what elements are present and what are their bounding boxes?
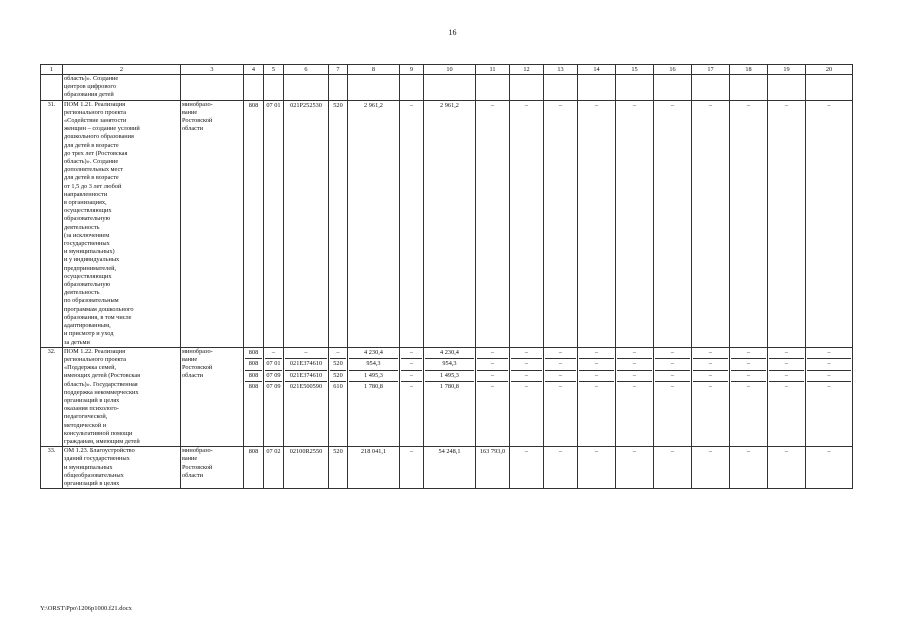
name-line: «Содействие занятости [64, 117, 127, 125]
cell-value: – [594, 448, 599, 456]
cell-value: – [579, 359, 614, 371]
cell-value: 021E500590 [289, 383, 323, 391]
cell-value: – [511, 359, 542, 371]
cell-value: – [655, 348, 690, 360]
name-line: образовательную [64, 281, 111, 289]
value-cell [654, 347, 692, 446]
cell-value: 520 [330, 371, 346, 383]
value-cell [348, 347, 400, 446]
cell-value: – [511, 348, 542, 360]
cell-value: – [655, 371, 690, 383]
value-cell [424, 347, 476, 446]
name-line: для детей в возрасте [64, 174, 119, 182]
name-line: образования детей [64, 91, 114, 99]
budget-table [40, 64, 853, 489]
name-line: зданий государственных [64, 455, 130, 463]
cell-value: – [330, 348, 346, 360]
cell-value: – [524, 448, 529, 456]
name-line: и присмотр и уход [64, 330, 114, 338]
name-line: консультативной помощи [64, 429, 133, 437]
name-line: область)». Государственная [64, 380, 138, 388]
column-header: 18 [730, 65, 768, 75]
name-line: ОМ 1.23. Благоустройство [64, 447, 135, 455]
cell-value: 954,3 [425, 359, 474, 371]
cell-value: – [731, 371, 766, 383]
cell-value: – [477, 348, 508, 360]
value-cell [578, 447, 616, 489]
cell-value: – [558, 448, 563, 456]
name-line: область)». Создание [64, 75, 119, 82]
cell-value: 163 793,0 [479, 448, 506, 456]
executor-line: Ростовской [182, 463, 213, 471]
name-line: от 1,5 до 3 лет любой [64, 182, 122, 190]
column-header: 3 [181, 65, 244, 75]
cell-value: 808 [248, 383, 259, 391]
executor-line: Ростовской [182, 364, 213, 372]
value-cell [264, 100, 284, 347]
value-cell [329, 100, 348, 347]
cell-value: 808 [245, 371, 262, 383]
executor [181, 347, 244, 446]
cell-value: 610 [333, 383, 343, 391]
table-body [41, 65, 853, 489]
cell-value: 520 [333, 101, 343, 109]
column-header: 9 [400, 65, 424, 75]
measure-name [63, 447, 181, 489]
cell-value: – [746, 383, 751, 391]
value-cell [730, 447, 768, 489]
table-row-continued [41, 75, 853, 101]
cell-value: 07 02 [266, 448, 281, 456]
name-line: осуществляющих [64, 272, 112, 280]
cell-value: – [670, 101, 675, 109]
name-line: имеющих детей (Ростовская [64, 372, 141, 380]
name-line: адаптированным, [64, 322, 111, 330]
name-line: дополнительных мест [64, 166, 124, 174]
cell-value: 2 961,2 [440, 101, 459, 109]
cell-value: – [558, 383, 563, 391]
name-line: в организациях, [64, 199, 107, 207]
column-header: 20 [806, 65, 853, 75]
cell-value: – [265, 348, 282, 360]
cell-value: 2 961,2 [364, 101, 383, 109]
name-line: регионального проекта [64, 355, 127, 363]
cell-value: – [693, 371, 728, 383]
cell-value: – [524, 101, 529, 109]
value-cell [400, 100, 424, 347]
name-line: регионального проекта [64, 108, 127, 116]
cell-value: 1 780,8 [364, 383, 383, 391]
cell-value: – [401, 348, 422, 360]
header-row [41, 65, 853, 75]
cell-value: – [827, 101, 831, 109]
cell-value: – [409, 101, 414, 109]
name-line: предпринимателей, [64, 264, 117, 272]
column-header: 6 [284, 65, 329, 75]
executor [181, 100, 244, 347]
value-cell [730, 100, 768, 347]
column-header: 7 [329, 65, 348, 75]
name-line: гражданам, имеющим детей [64, 437, 140, 445]
row-number: 31. [41, 100, 63, 347]
table-row [41, 100, 853, 347]
cell-value: – [579, 371, 614, 383]
executor-line: вание [182, 355, 198, 363]
value-cell [616, 447, 654, 489]
value-cell [806, 100, 853, 347]
cell-value: – [409, 448, 414, 456]
value-cell [768, 100, 806, 347]
cell-value: – [401, 359, 422, 371]
cell-value: – [632, 383, 637, 391]
value-cell [244, 447, 264, 489]
column-header: 19 [768, 65, 806, 75]
name-line: ПОМ 1.22. Реализация [64, 347, 126, 355]
column-header: 10 [424, 65, 476, 75]
cell-value: – [477, 359, 508, 371]
name-line: женщин – создание условий [64, 125, 140, 133]
measure-name [63, 75, 181, 101]
executor-line: области [182, 471, 204, 479]
cell-value: – [594, 383, 599, 391]
column-header: 13 [544, 65, 578, 75]
cell-value: – [784, 448, 789, 456]
table-row [41, 347, 853, 446]
row-number: 32. [41, 347, 63, 446]
value-cell [806, 447, 853, 489]
cell-value: – [746, 448, 751, 456]
cell-value: 54 248,1 [438, 448, 461, 456]
cell-value: – [827, 383, 831, 391]
cell-value: 4 230,4 [349, 348, 398, 360]
name-line: программам дошкольного [64, 305, 134, 313]
executor-line: минобразо- [182, 100, 213, 108]
name-line: и муниципальных) [64, 248, 115, 256]
value-cell [510, 100, 544, 347]
cell-value: 07 01 [266, 101, 281, 109]
name-line: центров цифрового [64, 83, 116, 91]
cell-value: 02100R2550 [289, 448, 323, 456]
value-cell [476, 447, 510, 489]
name-line: до трех лет (Ростовская [64, 149, 128, 157]
value-cell [284, 347, 329, 446]
cell-value: – [401, 371, 422, 383]
cell-value: 021P252530 [290, 101, 322, 109]
name-line: образования, в том числе [64, 313, 132, 321]
table-row [41, 447, 853, 489]
cell-value: 808 [245, 348, 262, 360]
value-cell [284, 447, 329, 489]
cell-value: – [285, 348, 327, 360]
name-line: дошкольного образования [64, 133, 134, 141]
cell-value: 07 09 [266, 383, 281, 391]
name-line: направленности [64, 190, 108, 198]
column-header: 5 [264, 65, 284, 75]
cell-value: – [670, 383, 675, 391]
cell-value: 07 09 [265, 371, 282, 383]
name-line: образовательную [64, 215, 111, 223]
name-line: ПОМ 1.21. Реализация [64, 100, 126, 108]
value-cell [616, 347, 654, 446]
cell-value: – [632, 448, 637, 456]
value-cell [244, 100, 264, 347]
name-line: педагогической, [64, 413, 108, 421]
name-line: оказания психолого- [64, 405, 119, 413]
cell-value: – [708, 101, 713, 109]
cell-value: – [746, 101, 751, 109]
value-cell [692, 100, 730, 347]
measure-name [63, 100, 181, 347]
cell-value: – [545, 348, 576, 360]
executor-line: области [182, 125, 204, 133]
value-cell [476, 100, 510, 347]
name-line: общеобразовательных [64, 471, 124, 479]
name-line: методической и [64, 421, 107, 429]
cell-value: 954,3 [349, 359, 398, 371]
executor-line: области [182, 372, 204, 380]
row-number: 33. [41, 447, 63, 489]
column-header: 1 [41, 65, 63, 75]
cell-value: 1 495,3 [349, 371, 398, 383]
cell-value: – [693, 348, 728, 360]
cell-value: – [558, 101, 563, 109]
name-line: поддержка некоммерческих [64, 388, 139, 396]
cell-value: 1 780,8 [440, 383, 459, 391]
cell-value: – [477, 371, 508, 383]
value-cell [692, 447, 730, 489]
cell-value: – [632, 101, 637, 109]
name-line: организаций в целях [64, 396, 120, 404]
cell-value: – [545, 371, 576, 383]
value-cell [424, 100, 476, 347]
cell-value: – [769, 371, 804, 383]
value-cell [510, 347, 544, 446]
value-cell [730, 347, 768, 446]
value-cell [476, 347, 510, 446]
value-cell [768, 447, 806, 489]
cell-value: – [784, 383, 789, 391]
executor-line: минобразо- [182, 347, 213, 355]
cell-value: – [617, 371, 652, 383]
cell-value: – [409, 383, 414, 391]
value-cell [578, 347, 616, 446]
cell-value: – [490, 383, 495, 391]
executor [181, 447, 244, 489]
cell-value: 808 [248, 101, 259, 109]
value-cell [654, 447, 692, 489]
executor-line: минобразо- [182, 447, 213, 455]
cell-value: – [594, 101, 599, 109]
value-cell [329, 447, 348, 489]
footer-file-path: Y:\ORST\Ppo\1206p1000.f21.docx [40, 605, 132, 612]
cell-value: – [708, 383, 713, 391]
value-cell [544, 447, 578, 489]
name-line: область)». Создание [64, 158, 119, 166]
name-line: «Поддержка семей, [64, 364, 117, 372]
cell-value: – [807, 371, 851, 383]
cell-value: – [731, 359, 766, 371]
value-cell [329, 347, 348, 446]
column-header: 15 [616, 65, 654, 75]
cell-value: – [769, 348, 804, 360]
value-cell [264, 347, 284, 446]
name-line: и муниципальных [64, 463, 113, 471]
executor-line: Ростовской [182, 117, 213, 125]
value-cell [616, 100, 654, 347]
value-cell [692, 347, 730, 446]
value-cell [424, 447, 476, 489]
cell-value: – [579, 348, 614, 360]
cell-value: 808 [248, 448, 259, 456]
value-cell [244, 347, 264, 446]
executor-line: вание [182, 108, 198, 116]
cell-value: 021E374610 [285, 371, 327, 383]
name-line: и у индивидуальных [64, 256, 120, 264]
column-header: 4 [244, 65, 264, 75]
measure-name [63, 347, 181, 446]
name-line: деятельность [64, 223, 100, 231]
cell-value: – [655, 359, 690, 371]
column-header: 17 [692, 65, 730, 75]
value-cell [768, 347, 806, 446]
value-cell [284, 100, 329, 347]
cell-value: – [490, 101, 495, 109]
value-cell [264, 447, 284, 489]
cell-value: 021E374610 [285, 359, 327, 371]
value-cell [348, 100, 400, 347]
cell-value: – [617, 348, 652, 360]
cell-value: 07 01 [265, 359, 282, 371]
value-cell [654, 100, 692, 347]
cell-value: – [769, 359, 804, 371]
value-cell [400, 447, 424, 489]
value-cell [578, 100, 616, 347]
value-cell [510, 447, 544, 489]
cell-value: – [827, 448, 831, 456]
value-cell [348, 447, 400, 489]
value-cell [400, 347, 424, 446]
executor-line: вание [182, 455, 198, 463]
value-cell [544, 347, 578, 446]
page-number: 16 [448, 28, 457, 37]
name-line: за детьми [64, 338, 90, 346]
cell-value: – [693, 359, 728, 371]
cell-value: – [524, 383, 529, 391]
column-header: 2 [63, 65, 181, 75]
column-header: 14 [578, 65, 616, 75]
cell-value: 4 230,4 [425, 348, 474, 360]
cell-value: – [670, 448, 675, 456]
cell-value: – [807, 359, 851, 371]
cell-value: – [708, 448, 713, 456]
cell-value: – [511, 371, 542, 383]
value-cell [806, 347, 853, 446]
name-line: по образовательным [64, 297, 119, 305]
column-header: 8 [348, 65, 400, 75]
cell-value: 1 495,3 [425, 371, 474, 383]
column-header: 16 [654, 65, 692, 75]
cell-value: – [731, 348, 766, 360]
name-line: осуществляющих [64, 207, 112, 215]
cell-value: – [617, 359, 652, 371]
cell-value: 808 [245, 359, 262, 371]
name-line: деятельность [64, 289, 100, 297]
column-header: 11 [476, 65, 510, 75]
value-cell [544, 100, 578, 347]
name-line: для детей в возрасте [64, 141, 119, 149]
name-line: (за исключением [64, 231, 110, 239]
cell-value: 520 [333, 448, 343, 456]
name-line: организаций в целях [64, 479, 120, 487]
cell-value: – [807, 348, 851, 360]
column-header: 12 [510, 65, 544, 75]
cell-value: – [784, 101, 789, 109]
name-line: государственных [64, 240, 110, 248]
cell-value: – [545, 359, 576, 371]
cell-value: 520 [330, 359, 346, 371]
cell-value: 218 041,1 [360, 448, 387, 456]
